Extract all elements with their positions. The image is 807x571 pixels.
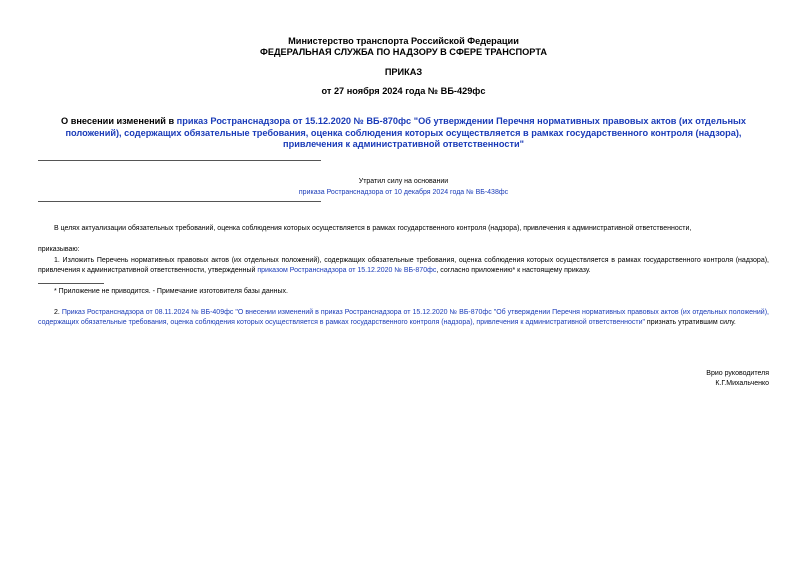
- document-type: ПРИКАЗ: [384, 67, 423, 77]
- preamble-paragraph: В целях актуализации обязательных требований, оценка соблюдения которых осуществляется в рамках государственного контроля (надзора), привлечения к административной ответственности,: [54, 225, 692, 232]
- title-prefix: О внесении изменений в: [61, 116, 177, 126]
- item-1-text-end: , согласно приложению* к настоящему приказу.: [436, 266, 591, 274]
- ministry-name: Министерство транспорта Российской Федерации: [288, 36, 519, 46]
- item-2-text-end: признать утратившим силу.: [644, 318, 736, 326]
- title-link-amended-order[interactable]: приказ Ространснадзора от 15.12.2020 № ВБ-870фс "Об утверждении Перечня нормативных правовых актов (их отдельных положений), содержащих обязательные требования, оценка соблюдения которых осуществляется в рамках государственного контроля (надзора), привлечения к административной ответственности": [65, 116, 746, 149]
- item-1-paragraph: [38, 256, 769, 275]
- order-verb: приказываю:: [38, 246, 80, 253]
- lost-force-label: Утратил силу на основании: [358, 178, 449, 185]
- document-title: [38, 116, 769, 151]
- item-1-text: 1. Изложить Перечень нормативных правовых актов (их отдельных положений), содержащих обязательные требования, оценка соблюдения которых осуществляется в рамках государственного контроля (надзора), привлечения к административной ответственности, утвержденный: [38, 257, 769, 274]
- divider-bottom: [38, 201, 321, 202]
- lost-force-notice: [38, 176, 769, 198]
- item-1-link[interactable]: приказом Ространснадзора от 15.12.2020 № ВБ-870фс: [257, 266, 437, 274]
- footnote: * Приложение не приводится. - Примечание изготовителя базы данных.: [54, 288, 288, 295]
- item-2-number: 2.: [54, 309, 62, 316]
- signatory-position: Врио руководителя: [706, 370, 769, 377]
- footnote-rule: [38, 283, 104, 284]
- item-2-paragraph: [38, 308, 769, 327]
- signature-block: [706, 369, 769, 389]
- item-2-link[interactable]: Приказ Ространснадзора от 08.11.2024 № ВБ-409фс "О внесении изменений в приказ Ространснадзора от 15.12.2020 № ВБ-870фс "Об утверждении Перечня нормативных правовых актов (их отдельных положений), содержащих обязательные требования, оценка соблюдения которых осуществляется в рамках государственного контроля (надзора), привлечения к административной ответственности": [38, 309, 769, 326]
- divider-top: [38, 160, 321, 161]
- service-name: ФЕДЕРАЛЬНАЯ СЛУЖБА ПО НАДЗОРУ В СФЕРЕ ТРАНСПОРТА: [260, 47, 547, 57]
- signatory-name: К.Г.Михальченко: [715, 380, 769, 387]
- order-date-number: от 27 ноября 2024 года № ВБ-429фс: [321, 86, 486, 96]
- lost-force-link[interactable]: приказа Ространснадзора от 10 декабря 2024 года № ВБ-438фс: [298, 189, 509, 196]
